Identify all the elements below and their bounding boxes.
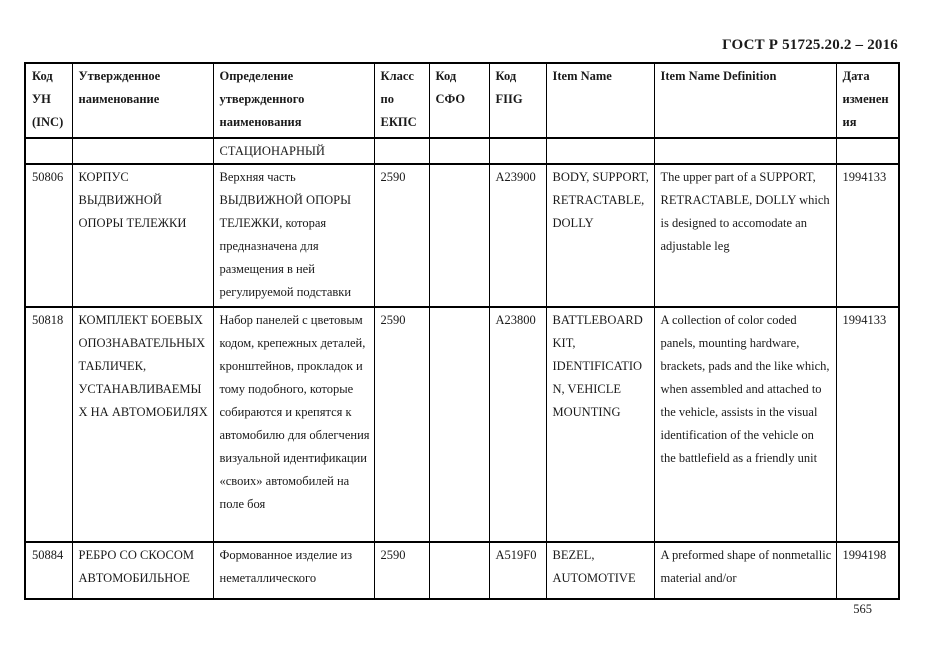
cell-sfo-code [429, 307, 489, 542]
cell-change-date: 1994133 [836, 307, 899, 542]
cell-inc-code [25, 138, 72, 164]
table-header-row [25, 63, 899, 138]
cell-change-date [836, 138, 899, 164]
cell-change-date: 1994198 [836, 542, 899, 599]
col-header-change-date: Дата изменения [836, 63, 899, 138]
cell-approved-name: КОРПУС ВЫДВИЖНОЙ ОПОРЫ ТЕЛЕЖКИ [72, 164, 213, 307]
cell-sfo-code [429, 542, 489, 599]
col-header-item-name-definition: Item Name Definition [654, 63, 836, 138]
cell-item-name: BODY, SUPPORT, RETRACTABLE, DOLLY [546, 164, 654, 307]
cell-item-name-definition: A collection of color coded panels, mounting hardware, brackets, pads and the like which, when assembled and attached to the vehicle, assists in the visual identification of the vehicle on the battlefield as a friendly unit [654, 307, 836, 542]
cell-inc-code: 50884 [25, 542, 72, 599]
cell-change-date: 1994133 [836, 164, 899, 307]
cell-fiig-code: A23800 [489, 307, 546, 542]
cell-item-name [546, 138, 654, 164]
cell-item-name-definition: The upper part of a SUPPORT, RETRACTABLE, DOLLY which is designed to accomodate an adjustable leg [654, 164, 836, 307]
cell-approved-name: КОМПЛЕКТ БОЕВЫХ ОПОЗНАВАТЕЛЬНЫХ ТАБЛИЧЕК, УСТАНАВЛИВАЕМЫХ НА АВТОМОБИЛЯХ [72, 307, 213, 542]
cell-item-name-definition [654, 138, 836, 164]
cell-ekps-class: 2590 [374, 307, 429, 542]
col-header-approved-name-definition: Определение утвержденного наименования [213, 63, 374, 138]
cell-approved-name: РЕБРО СО СКОСОМ АВТОМОБИЛЬНОЕ [72, 542, 213, 599]
cell-inc-code: 50818 [25, 307, 72, 542]
table-row-50818 [25, 307, 899, 542]
cell-inc-code: 50806 [25, 164, 72, 307]
cell-fiig-code: A519F0 [489, 542, 546, 599]
col-header-approved-name: Утвержденное наименование [72, 63, 213, 138]
cell-approved-name-definition: СТАЦИОНАРНЫЙ [213, 138, 374, 164]
cell-item-name-definition: A preformed shape of nonmetallic material and/or [654, 542, 836, 599]
col-header-ekps-class: Класс по ЕКПС [374, 63, 429, 138]
cell-fiig-code: A23900 [489, 164, 546, 307]
cell-approved-name-definition: Набор панелей с цветовым кодом, крепежных деталей, кронштейнов, прокладок и тому подобного, которые собираются и крепятся к автомобилю для облегчения визуальной идентификации «своих» автомобилей на поле боя [213, 307, 374, 542]
col-header-inc-code: Код УН (INC) [25, 63, 72, 138]
cell-approved-name [72, 138, 213, 164]
col-header-item-name: Item Name [546, 63, 654, 138]
table-row-50884 [25, 542, 899, 599]
table-row-50806 [25, 164, 899, 307]
page-number: 565 [853, 602, 872, 616]
cell-ekps-class: 2590 [374, 164, 429, 307]
cell-sfo-code [429, 138, 489, 164]
cell-ekps-class: 2590 [374, 542, 429, 599]
document-title: ГОСТ Р 51725.20.2 – 2016 [722, 37, 898, 53]
cell-sfo-code [429, 164, 489, 307]
cell-approved-name-definition: Верхняя часть ВЫДВИЖНОЙ ОПОРЫ ТЕЛЕЖКИ, которая предназначена для размещения в ней регулируемой подставки [213, 164, 374, 307]
cell-item-name: BEZEL, AUTOMOTIVE [546, 542, 654, 599]
cell-ekps-class [374, 138, 429, 164]
col-header-fiig-code: Код FIIG [489, 63, 546, 138]
item-catalog-table [24, 62, 900, 600]
table-row-continuation [25, 138, 899, 164]
cell-fiig-code [489, 138, 546, 164]
cell-approved-name-definition: Формованное изделие из неметаллического [213, 542, 374, 599]
col-header-sfo-code: Код СФО [429, 63, 489, 138]
cell-item-name: BATTLEBOARD KIT, IDENTIFICATION, VEHICLE MOUNTING [546, 307, 654, 542]
